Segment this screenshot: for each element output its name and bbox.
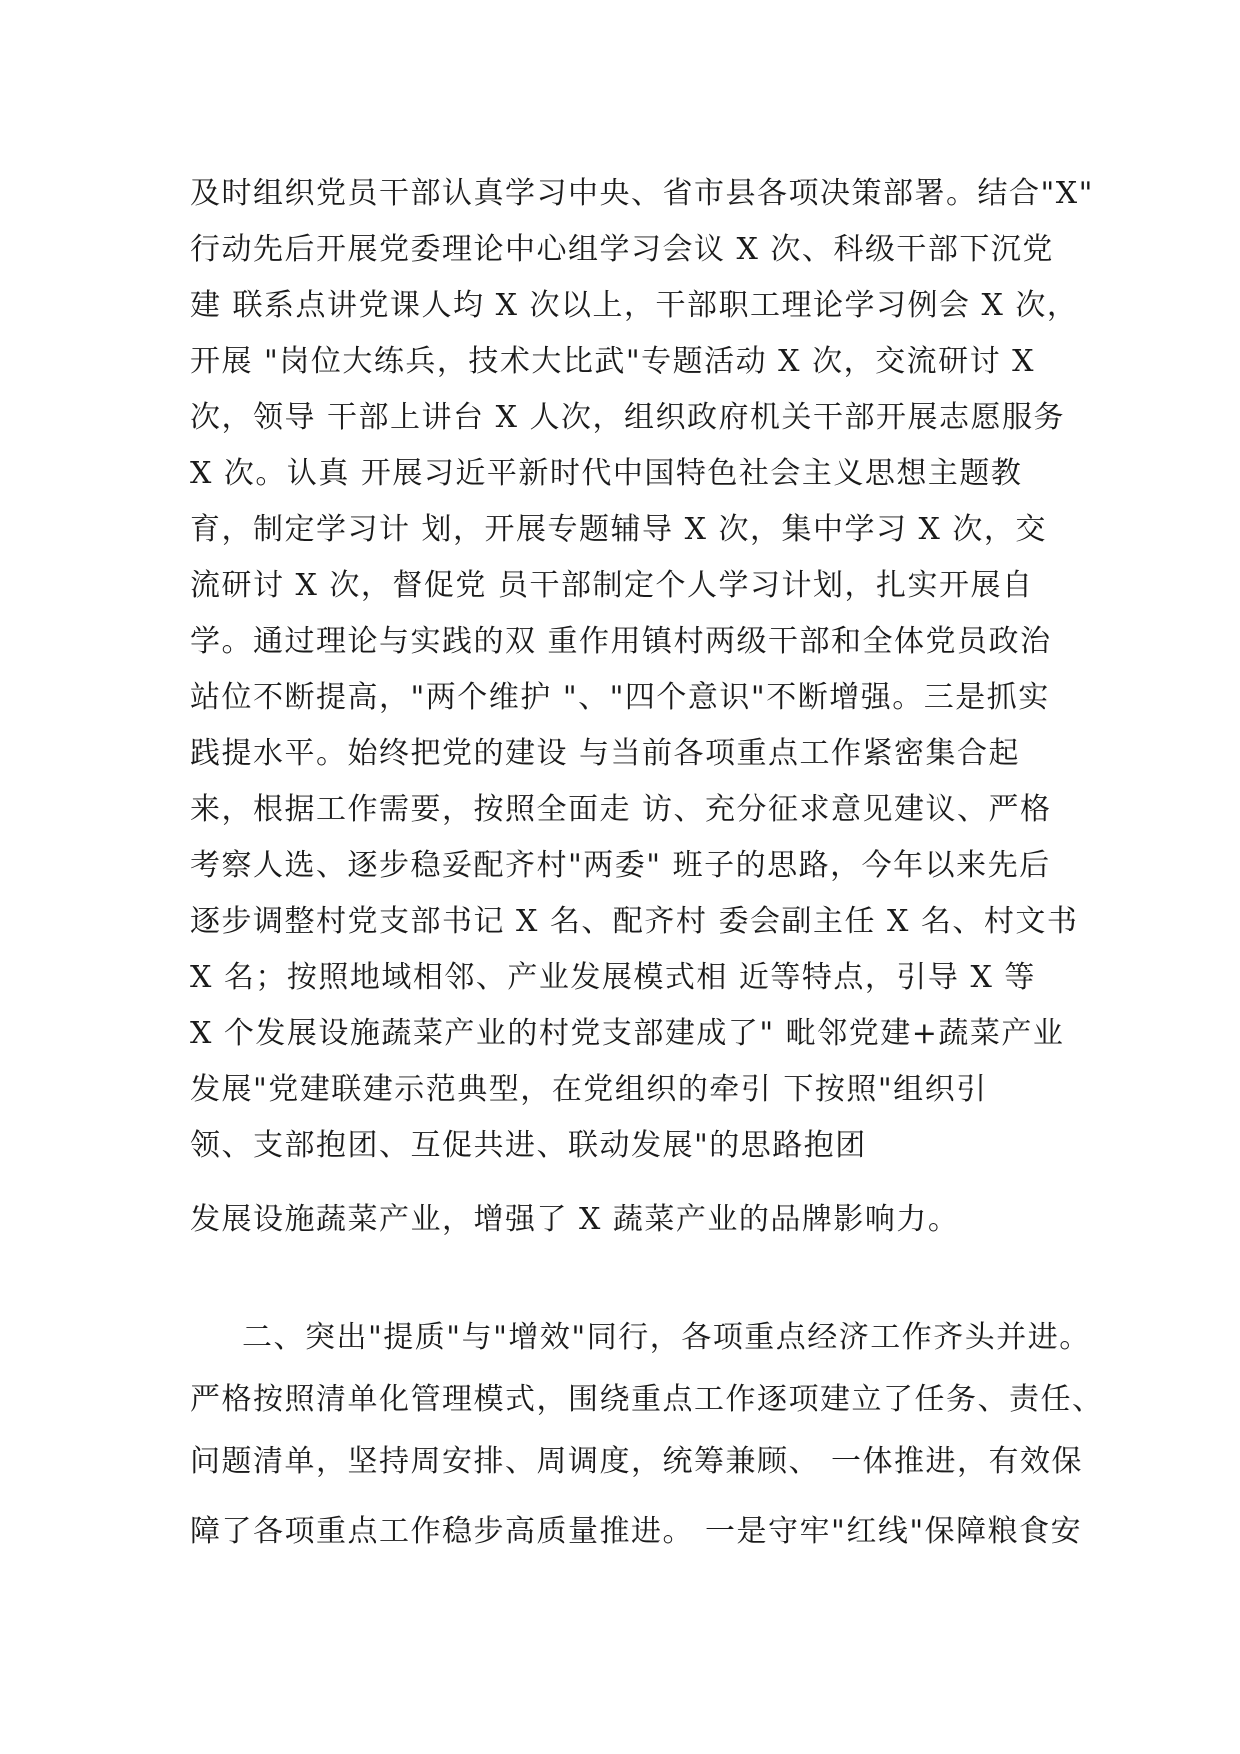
paragraph-1-line-14: 逐步调整村党支部书记 X 名、配齐村 委会副主任 X 名、村文书 [190, 904, 1079, 939]
paragraph-1-line-13: 考察人选、逐步稳妥配齐村"两委" 班子的思路，今年以来先后 [190, 848, 1051, 883]
paragraph-1-line-2: 行动先后开展党委理论中心组学习会议 X 次、科级干部下沉党 [190, 232, 1054, 267]
paragraph-1-line-12: 来，根据工作需要，按照全面走 访、充分征求意见建议、严格 [190, 792, 1052, 827]
paragraph-1-line-7: 育，制定学习计 划，开展专题辅导 X 次，集中学习 X 次，交 [190, 512, 1047, 547]
paragraph-2-line-3: 问题清单，坚持周安排、周调度，统筹兼顾、 一体推进，有效保 [190, 1444, 1084, 1479]
paragraph-2-line-2: 严格按照清单化管理模式，围绕重点工作逐项建立了任务、责任、 [190, 1382, 1104, 1417]
paragraph-1-line-6: X 次。认真 开展习近平新时代中国特色社会主义思想主题教 [190, 456, 1023, 491]
paragraph-1-line-8: 流研讨 X 次，督促党 员干部制定个人学习计划，扎实开展自 [190, 568, 1034, 603]
paragraph-1-line-17: 发展"党建联建示范典型，在党组织的牵引 下按照"组织引 [190, 1072, 988, 1107]
paragraph-1-line-16: X 个发展设施蔬菜产业的村党支部建成了" 毗邻党建+蔬菜产业 [190, 1016, 1065, 1051]
paragraph-1-line-4: 开展 "岗位大练兵，技术大比武"专题活动 X 次，交流研讨 X [190, 344, 1035, 379]
paragraph-2-line-1: 二、突出"提质"与"增效"同行，各项重点经济工作齐头并进。 [242, 1320, 1091, 1355]
paragraph-1-line-3: 建 联系点讲党课人均 X 次以上，干部职工理论学习例会 X 次， [190, 288, 1079, 323]
paragraph-1-line-1: 及时组织党员干部认真学习中央、省市县各项决策部署。结合"X" [190, 176, 1094, 211]
paragraph-1-line-10: 站位不断提高，"两个维护 "、"四个意识"不断增强。三是抓实 [190, 680, 1050, 715]
paragraph-1-line-5: 次，领导 干部上讲台 X 人次，组织政府机关干部开展志愿服务 [190, 400, 1065, 435]
paragraph-2-line-4: 障了各项重点工作稳步高质量推进。 一是守牢"红线"保障粮食安 [190, 1514, 1083, 1549]
paragraph-1-line-11: 践提水平。始终把党的建设 与当前各项重点工作紧密集合起 [190, 736, 1021, 771]
paragraph-1-line-18: 领、支部抱团、互促共进、联动发展"的思路抱团 [190, 1128, 867, 1163]
paragraph-1-line-15: X 名；按照地域相邻、产业发展模式相 近等特点，引导 X 等 [190, 960, 1036, 995]
paragraph-1-line-9: 学。通过理论与实践的双 重作用镇村两级干部和全体党员政治 [190, 624, 1052, 659]
paragraph-1-tail: 发展设施蔬菜产业，增强了 X 蔬菜产业的品牌影响力。 [190, 1202, 960, 1237]
